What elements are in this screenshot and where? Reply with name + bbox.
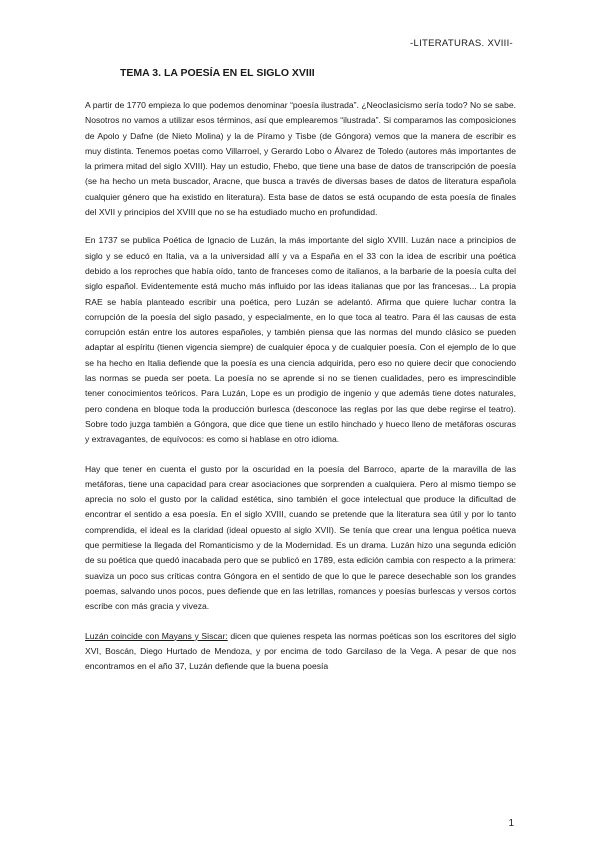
paragraph-2: En 1737 se publica Poética de Ignacio de Luzán, la más importante del siglo XVIII. Luzán nace a principios de siglo y se educó en Italia, va a la universidad allí y va a España en el 33 con la idea de escribir una poética debido a los reproches que había oído, tanto de franceses como de italianos, a la barbarie de la poesía culta del siglo español. Evidentemente está mucho más influido por las ideas italianas que por las francesas... La propia RAE se había planteado escribir una poética, pero Luzán se adelantó. Afirma que quiere luchar contra la corrupción de la poesía del siglo pasado, y especialmente, en lo que toca al teatro. Para él las causas de esta corrupción están entre los autores españoles, y también piensa que las normas del mundo clásico se pueden adaptar al espíritu (tienen vigencia siempre) de cualquier época y de cualquier poesía. Con el ejemplo de lo que se ha hecho en Italia defiende que la poesía es una ciencia adquirida, pero eso no quiere decir que conociendo las normas se pueda ser poeta. La poesía no se aprende si no se tienen cualidades, pero es imprescindible tener conocimientos teóricos. Para Luzán, Lope es un prodigio de ingenio y que además tiene dotes naturales, pero condena en bloque toda la producción burlesca (desconoce las reglas por las que debe regirse el teatro). Sobre todo juzga también a Góngora, que dice que tiene un estilo hinchado y hueco lleno de metáforas oscuras y extravagantes, de equívocos: es como si hablase en otro idioma. [85,235,516,445]
paragraph-4-text: dicen que quienes respeta las normas poéticas son los escritores del siglo XVI, Boscán, Diego Hurtado de Mendoza, y por encima de todo Garcilaso de la Vega. A pesar de que nos encontramos en el año 37, Luzán defiende que la buena poesía [85,630,517,672]
page-title: TEMA 3. LA POESÍA EN EL SIGLO XVIII [120,67,315,79]
page-number: 1 [508,818,514,829]
running-header: -LITERATURAS. XVIII- [410,38,513,49]
paragraph-4 [85,629,516,675]
body-text [85,98,516,688]
underlined-lead: Luzán coincide con Mayans y Siscar: [85,630,228,641]
paragraph-3: Hay que tener en cuenta el gusto por la oscuridad en la poesía del Barroco, aparte de la maravilla de las metáforas, tiene una capacidad para crear asociaciones que sorprenden a cualquiera. Pero al mismo tiempo se aprecia no solo el gusto por la calidad estética, sino también el goce intelectual que produce la dificultad de encontrar el sentido a esa poesía. En el siglo XVIII, cuando se pretende que la literatura sea útil y por lo tanto comprendida, el ideal es la claridad (ideal opuesto al siglo XVII). Se tenía que crear una lengua poética nueva que permitiese la llegada del Romanticismo y de la Modernidad. Es un drama. Luzán hizo una segunda edición de su poética que quedó inacabada pero que se publicó en 1789, esta edición cambia con respecto a la primera: suaviza un poco sus críticas contra Góngora en el sentido de que lo que le parece desechable son los grandes poemas, salvando unos pocos, pues defiende que en las letrillas, romances y poesías burlescas y versos cortos escribe con más gracia y viveza. [85,463,516,612]
paragraph-1: A partir de 1770 empieza lo que podemos denominar “poesía ilustrada”. ¿Neoclasicismo sería todo? No se sabe. Nosotros no vamos a utilizar esos términos, así que emplearemos “ilustrada”. Si comparamos las composiciones de Apolo y Dafne (de Nieto Molina) y la de Píramo y Tisbe (de Góngora) vemos que la manera de escribir es muy distinta. Tenemos poetas como Villarroel, y Gerardo Lobo o Álvarez de Toledo (autores más importantes de la primera mitad del siglo XVIII). Hay un estudio, Fhebo, que tiene una base de datos de transcripción de poesía (se ha hecho un meta buscador, Aracne, que busca a través de diversas bases de datos de literatura española cualquier género que ha existido en literatura). Esta base de datos se está ocupando de esta poesía de finales del XVII y principios del XVIII que no se ha estudiado mucho en profundidad. [85,100,516,218]
